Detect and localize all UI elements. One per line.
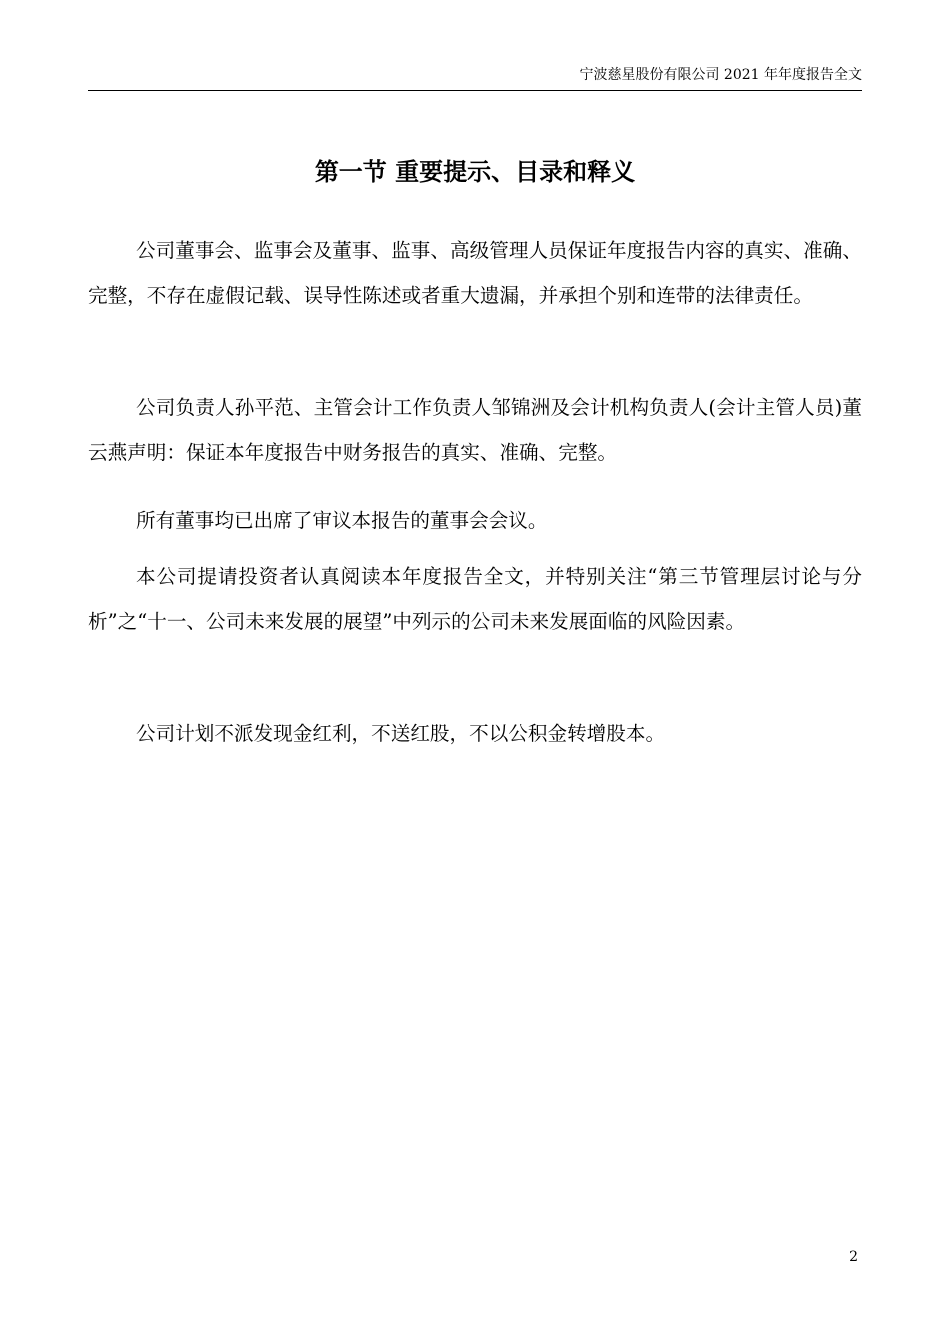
paragraph-responsibility: 公司董事会、监事会及董事、监事、高级管理人员保证年度报告内容的真实、准确、完整，不存在虚假记载、误导性陈述或者重大遗漏，并承担个别和连带的法律责任。: [88, 239, 862, 307]
header-title: 宁波慈星股份有限公司 2021 年年度报告全文: [579, 67, 862, 83]
paragraph-declaration: 公司负责人孙平范、主管会计工作负责人邹锦洲及会计机构负责人(会计主管人员)董云燕声明：保证本年度报告中财务报告的真实、准确、完整。: [88, 396, 862, 464]
paragraph-attendance: 所有董事均已出席了审议本报告的董事会会议。: [136, 509, 548, 532]
paragraph-dividend-plan: 公司计划不派发现金红利，不送红股，不以公积金转增股本。: [136, 722, 666, 745]
paragraph-risk-notice: 本公司提请投资者认真阅读本年度报告全文，并特别关注“第三节管理层讨论与分析”之“十一、公司未来发展的展望”中列示的公司未来发展面临的风险因素。: [88, 565, 862, 633]
page-header: [88, 60, 862, 91]
page-number: 2: [849, 1249, 858, 1265]
section-title: 第一节 重要提示、目录和释义: [314, 157, 636, 186]
